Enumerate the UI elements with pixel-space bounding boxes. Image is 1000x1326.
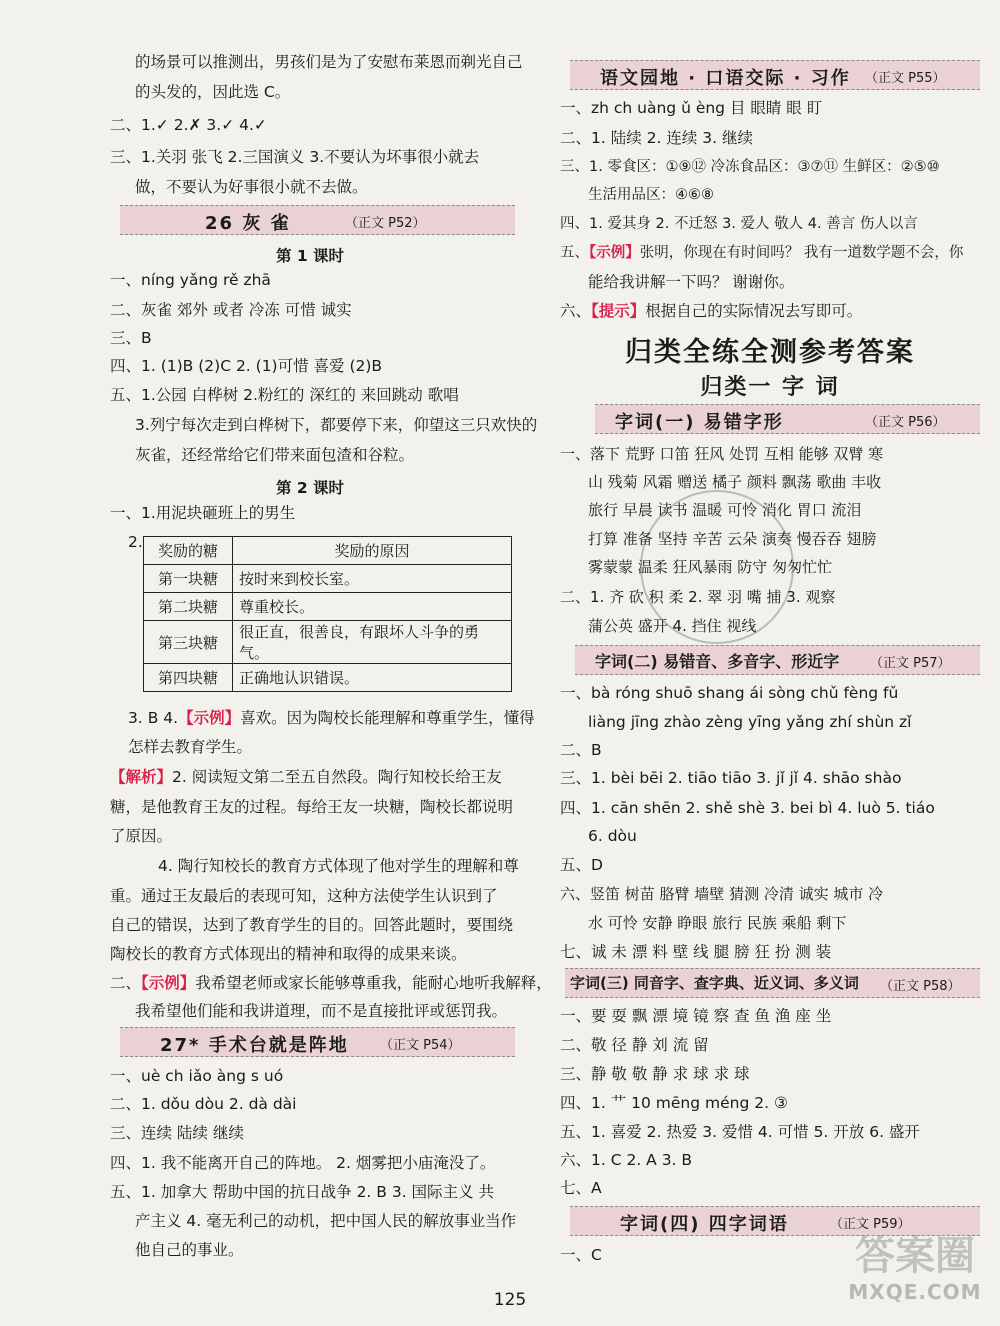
answer-line: 3.列宁每次走到白桦树下，都要停下来，仰望这三只欢快的 [135, 416, 538, 434]
answer-line: 六、1. C 2. A 3. B [560, 1151, 693, 1169]
answer-line: 五、1. 加拿大 帮助中国的抗日战争 2. B 3. 国际主义 共 [110, 1183, 494, 1201]
text-line: 的头发的，因此选 C。 [135, 83, 291, 101]
answer-line: 二、1. 齐 砍 积 柔 2. 翠 羽 嘴 捕 3. 观察 [560, 588, 836, 606]
answer-line: 怎样去教育学生。 [128, 738, 253, 756]
section-title: 字词(二) 易错音、多音字、形近字 [595, 652, 840, 671]
analysis-line: 4. 陶行知校长的教育方式体现了他对学生的理解和尊 [158, 857, 519, 875]
table-row [144, 565, 512, 593]
answer-line: 三、1.关羽 张飞 2.三国演义 3.不要认为坏事很小就去 [110, 148, 480, 166]
text-span: 六、 [560, 302, 592, 320]
section-banner-yuwen [570, 60, 980, 90]
answer-line: 一、bà róng shuō shang ái sòng chǔ fèng fǔ [560, 684, 899, 702]
section-banner-ciyu-1 [595, 404, 980, 434]
answer-line: 旅行 早晨 读书 温暖 可怜 消化 胃口 流泪 [588, 501, 862, 519]
answer-line: liàng jīng zhào zèng yīng yǎng zhí shùn zǐ [588, 713, 912, 731]
table-row [144, 664, 512, 692]
category-title: 归类一 字 词 [700, 375, 840, 400]
analysis-line: 自己的错误，达到了教育学生的目的。回答此题时，要围绕 [110, 916, 514, 934]
table-row [144, 593, 512, 621]
table-header-cell: 奖励的原因 [233, 537, 512, 565]
answer-line: 产主义 4. 毫无利己的动机，把中国人民的解放事业当作 [135, 1212, 517, 1230]
answer-line [560, 243, 963, 263]
answer-line: 二、1. dǒu dòu 2. dà dài [110, 1095, 297, 1113]
answer-line: 七、诚 未 漂 料 壁 线 腿 膀 狂 扮 测 装 [560, 943, 832, 961]
section-banner-ciyu-2 [575, 645, 980, 675]
section-banner-27 [120, 1027, 515, 1057]
page-reference: （正文 P55） [865, 71, 946, 86]
analysis-line: 糖，是他教育王友的过程。每给王友一块糖，陶校长都说明 [110, 798, 514, 816]
answer-line: 三、1. 零食区：①⑨⑫ 冷冻食品区：③⑦⑪ 生鲜区：②⑤⑩ [560, 159, 940, 175]
answer-line: 做，不要认为好事很小就不去做。 [135, 178, 368, 196]
analysis-tag: 【解析】 [110, 768, 173, 786]
logo-url: MXQE.COM [848, 1280, 982, 1304]
answer-line: 三、1. bèi bēi 2. tiāo tiāo 3. jǐ jǐ 4. shāo shào [560, 769, 902, 787]
page-reference: （正文 P58） [880, 979, 961, 994]
answer-line: 雾蒙蒙 温柔 狂风暴雨 防守 匆匆忙忙 [588, 558, 833, 576]
table-cell: 尊重校长。 [233, 593, 512, 621]
lesson-heading: 第 2 课时 [275, 479, 345, 497]
answer-line: 七、A [560, 1179, 602, 1197]
section-title: 语文园地 · 口语交际 · 习作 [600, 68, 851, 89]
analysis-line: 了原因。 [110, 827, 173, 845]
answer-line [110, 973, 552, 993]
text-span: 喜欢。因为陶校长能理解和尊重学生，懂得 [240, 709, 535, 727]
hint-tag: 【提示】 [591, 302, 646, 320]
table-cell: 按时来到校长室。 [233, 565, 512, 593]
answer-line: 一、níng yǎng rě zhā [110, 271, 271, 289]
table-cell: 第三块糖 [144, 621, 233, 664]
answer-line: 山 残菊 风霜 赠送 橘子 颜料 飘荡 歌曲 丰收 [588, 473, 882, 491]
section-title: 字词(一) 易错字形 [615, 412, 784, 433]
answer-line: 五、1. 喜爱 2. 热爱 3. 爱惜 4. 可惜 5. 开放 6. 盛开 [560, 1123, 920, 1141]
section-title: 27* 手术台就是阵地 [160, 1035, 349, 1056]
answer-line: 四、1. 我不能离开自己的阵地。 2. 烟雾把小庙淹没了。 [110, 1154, 496, 1172]
lesson-heading: 第 1 课时 [275, 247, 345, 265]
answer-line: 四、1. (1)B (2)C 2. (1)可惜 喜爱 (2)B [110, 357, 383, 375]
page-reference: （正文 P57） [870, 656, 951, 671]
answer-line: 蒲公英 盛开 4. 挡住 视线 [588, 617, 757, 635]
analysis-line: 陶校长的教育方式体现出的精神和取得的成果来谈。 [110, 945, 467, 963]
text-span: 五、 [560, 245, 589, 261]
answer-line: 一、1.用泥块砸班上的男生 [110, 504, 296, 522]
example-tag: 【示例】 [178, 709, 241, 727]
table-cell: 第一块糖 [144, 565, 233, 593]
answer-line: 2. [128, 533, 143, 551]
answer-line: 灰雀，还经常给它们带来面包渣和谷粒。 [135, 446, 415, 464]
answer-line: 四、1. cān shēn 2. shě shè 3. bei bì 4. luò 5. tiáo [560, 799, 935, 817]
answer-line: 四、1. 爱其身 2. 不迁怒 3. 爱人 敬人 4. 善言 伤人以言 [560, 216, 918, 232]
answer-line: 一、要 耍 飘 漂 境 镜 察 查 鱼 渔 座 坐 [560, 1007, 832, 1025]
page-reference: （正文 P52） [345, 216, 426, 231]
table-row [144, 621, 512, 664]
example-tag: 【示例】 [141, 974, 196, 992]
answer-line: 二、1.✓ 2.✗ 3.✓ 4.✓ [110, 116, 267, 134]
answer-line: 二、灰雀 郊外 或者 冷冻 可惜 诚实 [110, 301, 352, 319]
text-span: 张明，你现在有时间吗？ 我有一道数学题不会，你 [639, 245, 964, 261]
section-title: 字词(四) 四字词语 [620, 1214, 789, 1235]
candy-reward-table [143, 536, 512, 692]
answer-line: 我希望他们能和我讲道理，而不是直接批评或惩罚我。 [135, 1002, 508, 1020]
answer-line: 水 可怜 安静 睁眼 旅行 民族 乘船 剩下 [588, 914, 847, 932]
answer-line: 六、竖笛 树苗 胳臂 墙壁 猜测 冷清 诚实 城市 冷 [560, 885, 884, 903]
logo-text: 答案圈 [855, 1233, 975, 1279]
table-cell: 第四块糖 [144, 664, 233, 692]
text-span: 3. B 4. [128, 709, 179, 727]
page-number: 125 [493, 1290, 527, 1310]
answer-line: 6. dòu [588, 827, 637, 845]
answer-line: 五、1.公园 白桦树 2.粉红的 深红的 来回跳动 歌唱 [110, 386, 459, 404]
answer-line: 一、zh ch uàng ǔ èng 目 眼睛 眼 盯 [560, 99, 823, 117]
section-banner-ciyu-3 [565, 968, 980, 998]
answer-line: 一、uè ch iǎo àng s uó [110, 1067, 284, 1085]
answer-line: 一、落下 荒野 口笛 狂风 处罚 互相 能够 双臂 寒 [560, 445, 884, 463]
analysis-line: 重。通过王友最后的表现可知，这种方法使学生认识到了 [110, 887, 498, 905]
table-header-cell: 奖励的糖 [144, 537, 233, 565]
section-title: 26 灰 雀 [205, 213, 291, 234]
table-header-row [144, 537, 512, 565]
answer-line: 二、1. 陆续 2. 连续 3. 继续 [560, 129, 754, 147]
answer-line [560, 301, 862, 321]
answer-line: 打算 准备 坚持 辛苦 云朵 演奏 慢吞吞 翅膀 [588, 530, 877, 548]
table-cell: 第二块糖 [144, 593, 233, 621]
answer-line: 生活用品区：④⑥⑧ [588, 187, 714, 203]
table-cell: 很正直，很善良，有跟坏人斗争的勇气。 [233, 621, 512, 664]
page-reference: （正文 P59） [830, 1217, 911, 1232]
answer-line: 他自己的事业。 [135, 1241, 244, 1259]
site-logo [840, 1232, 990, 1320]
answer-line: 四、1. 艹 10 mēng méng 2. ③ [560, 1094, 788, 1112]
text-span: 我希望老师或家长能够尊重我，能耐心地听我解释， [195, 974, 552, 992]
page-reference: （正文 P54） [380, 1038, 461, 1053]
table-cell: 正确地认识错误。 [233, 664, 512, 692]
analysis-line [110, 767, 502, 787]
answer-line: 三、连续 陆续 继续 [110, 1124, 244, 1142]
text-line: 的场景可以推测出，男孩们是为了安慰布莱恩而剃光自己 [135, 53, 523, 71]
answer-line: 二、敬 径 静 刘 流 留 [560, 1036, 709, 1054]
answer-line: 一、C [560, 1246, 602, 1264]
text-span: 根据自己的实际情况去写即可。 [645, 302, 863, 320]
text-span: 2. 阅读短文第二至五自然段。陶行知校长给王友 [172, 768, 502, 786]
answer-line: 二、B [560, 741, 602, 759]
section-title: 字词(三) 同音字、查字典、近义词、多义词 [570, 974, 859, 992]
main-answer-title: 归类全练全测参考答案 [625, 337, 915, 368]
answer-line [128, 708, 535, 728]
text-span: 二、 [110, 974, 142, 992]
example-tag: 【示例】 [589, 245, 640, 261]
section-banner-26 [120, 205, 515, 235]
answer-line: 三、静 敬 敬 静 求 球 求 球 [560, 1065, 750, 1083]
page-reference: （正文 P56） [865, 415, 946, 430]
answer-line: 能给我讲解一下吗？ 谢谢你。 [588, 273, 795, 291]
answer-line: 五、D [560, 856, 603, 874]
answer-line: 三、B [110, 329, 152, 347]
stamp-watermark [615, 465, 820, 670]
